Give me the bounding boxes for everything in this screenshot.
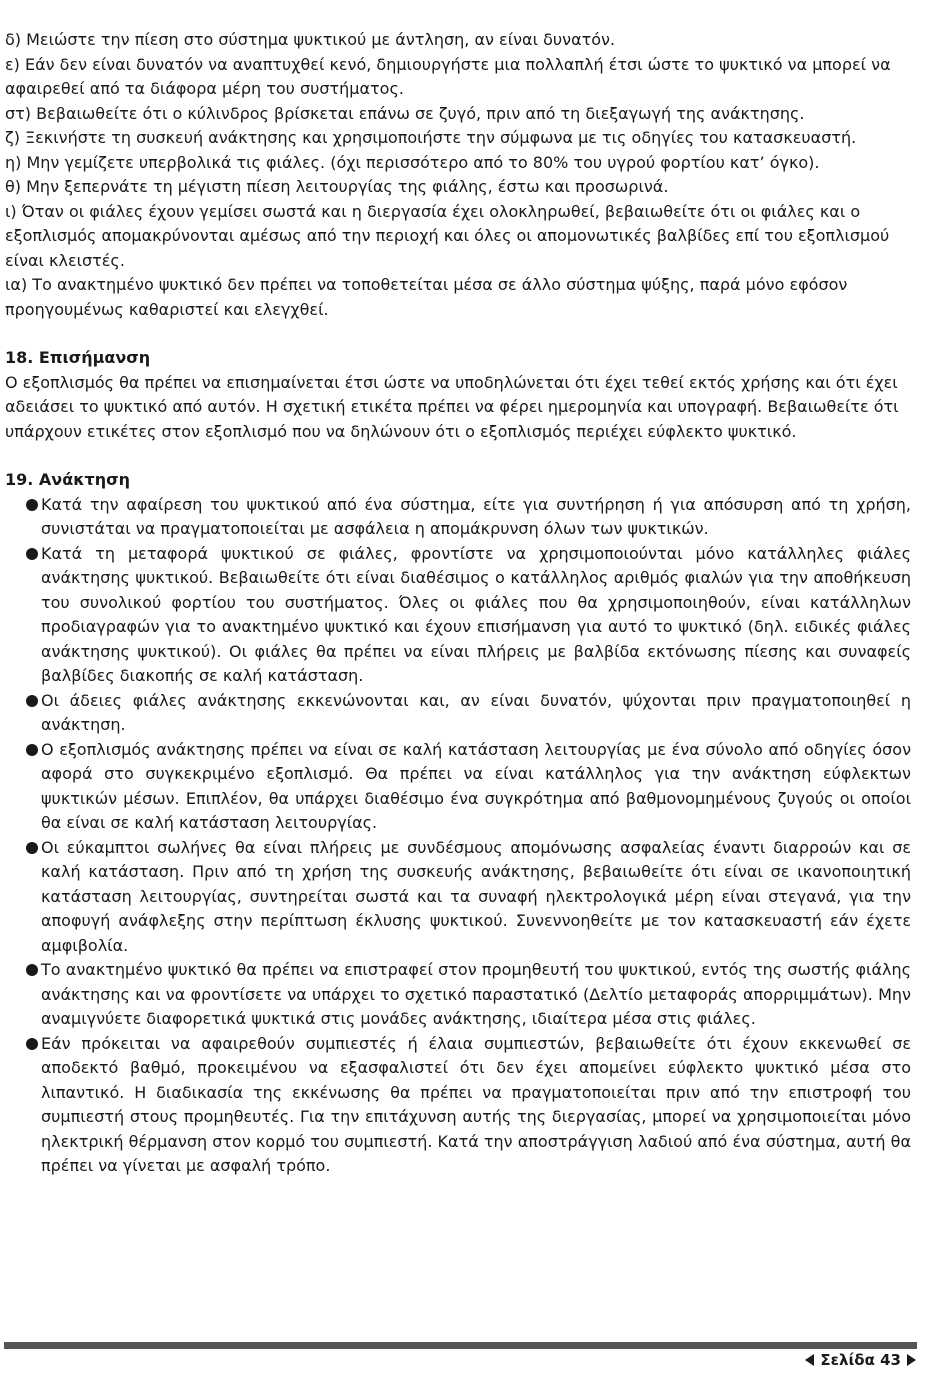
section-recovery — [5, 468, 917, 1179]
bullet-icon — [26, 695, 38, 707]
triangle-left-icon — [805, 1354, 814, 1366]
page-footer — [805, 1351, 916, 1369]
list-item — [5, 836, 917, 959]
list-item-text: Ο εξοπλισμός ανάκτησης πρέπει να είναι σε καλή κατάσταση λειτουργίας με ένα σύνολο από οδηγίες όσον αφορά στο συγκεκριμένο εξοπλισμό. Θα πρέπει να είναι κατάλληλος για την ανάκτηση εύφλεκτων ψυκτικών μέσων. Επιπλέον, θα υπάρχει διαθέσιμο ένα συγκρότημα από βαθμονομημένους ζυγούς οι οποίοι θα είναι σε καλή κατάσταση λειτουργίας. — [41, 739, 911, 832]
section-body: Ο εξοπλισμός θα πρέπει να επισημαίνεται έτσι ώστε να υποδηλώνεται ότι έχει τεθεί εκτός χρήσης και ότι έχει αδειάσει το ψυκτικό από αυτόν. Η σχετική ετικέτα πρέπει να φέρει ημερομηνία και υπογραφή. Βεβαιωθείτε ότι υπάρχουν ετικέτες στον εξοπλισμό που να δηλώνουν ότι ο εξοπλισμός περιέχει εύφλεκτο ψυκτικό. — [5, 372, 899, 441]
page-number: Σελίδα 43 — [820, 1351, 901, 1369]
intro-paragraph: ε) Εάν δεν είναι δυνατόν να αναπτυχθεί κενό, δημιουργήστε μια πολλαπλή έτσι ώστε το ψυκτικό να μπορεί να αφαιρεθεί από τα διάφορα μέρη του συστήματος. — [5, 54, 891, 98]
intro-list — [5, 28, 917, 322]
list-item — [5, 542, 917, 689]
intro-paragraph: η) Μην γεμίζετε υπερβολικά τις φιάλες. (όχι περισσότερο από το 80% του υγρού φορτίου κατ’ όγκο). — [5, 152, 820, 172]
list-item-text: Κατά την αφαίρεση του ψυκτικού από ένα σύστημα, είτε για συντήρηση ή για απόσυρση από τη χρήση, συνιστάται να πραγματοποιείται με ασφάλεια η απομάκρυνση όλων των ψυκτικών. — [41, 494, 911, 538]
list-item — [5, 958, 917, 1032]
list-item-text: Το ανακτημένο ψυκτικό θα πρέπει να επιστραφεί στον προμηθευτή του ψυκτικού, εντός της σωστής φιάλης ανάκτησης και να φροντίσετε να υπάρχει το σχετικό παραστατικό (Δελτίο μεταφοράς απορριμμάτων). Μην αναμιγνύετε διαφορετικά ψυκτικά στις μονάδες ανάκτησης, ιδιαίτερα μέσα στις φιάλες. — [41, 960, 911, 1028]
bullet-icon — [26, 1038, 38, 1050]
bullet-icon — [26, 842, 38, 854]
list-item-text: Οι εύκαμπτοι σωλήνες θα είναι πλήρεις με συνδέσμους απομόνωσης ασφαλείας έναντι διαρροών και σε καλή κατάσταση. Πριν από τη χρήση της συσκευής ανάκτησης, βεβαιωθείτε ότι είναι σε ικανοποιητική κατάσταση λειτουργίας, συντηρείται σωστά και τα συναφή ηλεκτρολογικά μέρη είναι στεγανά, για την αποφυγή ανάφλεξης στην περίπτωση έκλυσης ψυκτικού. Συνεννοηθείτε με τον κατασκευαστή εάν έχετε αμφιβολία. — [41, 837, 911, 955]
list-item — [5, 493, 917, 542]
bullet-icon — [26, 964, 38, 976]
section-heading: 19. Ανάκτηση — [5, 470, 131, 489]
list-item — [5, 738, 917, 836]
list-item-text: Εάν πρόκειται να αφαιρεθούν συμπιεστές ή έλαια συμπιεστών, βεβαιωθείτε ότι έχουν εκκενωθεί σε αποδεκτό βαθμό, προκειμένου να εξασφαλιστεί ότι δεν έχει απομείνει εύφλεκτο ψυκτικό μέσα στο λιπαντικό. Η διαδικασία της εκκένωσης θα πρέπει να πραγματοποιείται πριν από την επιστροφή του συμπιεστή στους προμηθευτές. Για την επιτάχυνση αυτής της διεργασίας, μπορεί να χρησιμοποιείται μόνο ηλεκτρική θέρμανση στον κορμό του συμπιεστή. Κατά την αποστράγγιση λαδιού από ένα σύστημα, αυτή θα πρέπει να γίνεται με ασφαλή τρόπο. — [41, 1033, 911, 1175]
intro-paragraph: ια) Το ανακτημένο ψυκτικό δεν πρέπει να τοποθετείται μέσα σε άλλο σύστημα ψύξης, παρά μόνο εφόσον προηγουμένως καθαριστεί και ελεγχθεί. — [5, 275, 848, 319]
list-item — [5, 689, 917, 738]
footer-rule — [4, 1342, 917, 1349]
bullet-list — [5, 493, 917, 1179]
bullet-icon — [26, 548, 38, 560]
list-item — [5, 1032, 917, 1179]
list-item-text: Οι άδειες φιάλες ανάκτησης εκκενώνονται και, αν είναι δυνατόν, ψύχονται πριν πραγματοποιηθεί η ανάκτηση. — [41, 690, 911, 734]
intro-paragraph: ι) Όταν οι φιάλες έχουν γεμίσει σωστά και η διεργασία έχει ολοκληρωθεί, βεβαιωθείτε ότι οι φιάλες και ο εξοπλισμός απομακρύνονται αμέσως από την περιοχή και όλες οι απομονωτικές βαλβίδες επί του εξοπλισμού είναι κλειστές. — [5, 201, 890, 270]
section-labeling — [5, 346, 917, 444]
bullet-icon — [26, 744, 38, 756]
intro-paragraph: δ) Μειώστε την πίεση στο σύστημα ψυκτικού με άντληση, αν είναι δυνατόν. — [5, 30, 616, 49]
intro-paragraph: στ) Βεβαιωθείτε ότι ο κύλινδρος βρίσκεται επάνω σε ζυγό, πριν από τη διεξαγωγή της ανάκτησης. — [5, 103, 805, 123]
triangle-right-icon — [907, 1354, 916, 1366]
page-content — [5, 28, 917, 1179]
intro-paragraph: θ) Μην ξεπερνάτε τη μέγιστη πίεση λειτουργίας της φιάλης, έστω και προσωρινά. — [5, 177, 669, 196]
bullet-icon — [26, 499, 38, 511]
list-item-text: Κατά τη μεταφορά ψυκτικού σε φιάλες, φροντίστε να χρησιμοποιούνται μόνο κατάλληλες φιάλες ανάκτησης ψυκτικού. Βεβαιωθείτε ότι είναι διαθέσιμος ο κατάλληλος αριθμός φιαλών για την αποθήκευση του συνολικού φορτίου του συστήματος. Όλες οι φιάλες που θα χρησιμοποιηθούν, είναι κατάλληλων προδιαγραφών για το ανακτημένο ψυκτικό και έχουν επισήμανση για αυτό το ψυκτικό (δηλ. ειδικές φιάλες ανάκτησης ψυκτικού). Οι φιάλες θα πρέπει να είναι πλήρεις με βαλβίδα εκτόνωσης πίεσης και συναφείς βαλβίδες διακοπής σε καλή κατάσταση. — [41, 543, 911, 685]
section-heading: 18. Επισήμανση — [5, 348, 151, 367]
intro-paragraph: ζ) Ξεκινήστε τη συσκευή ανάκτησης και χρησιμοποιήστε την σύμφωνα με τις οδηγίες του κατασκευαστή. — [5, 128, 857, 147]
